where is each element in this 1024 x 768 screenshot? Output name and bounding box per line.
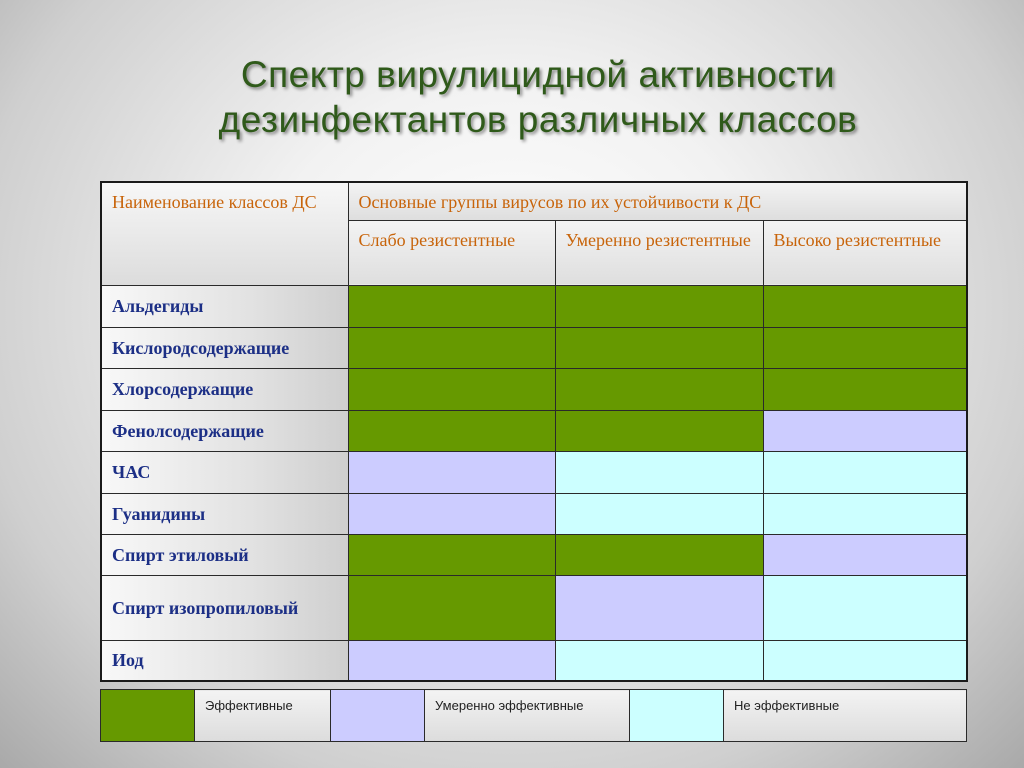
- effect-cell-not: [763, 451, 967, 493]
- effect-cell-effective: [348, 327, 555, 368]
- row-class-name: Фенолсодержащие: [101, 410, 348, 451]
- effect-cell-effective: [348, 575, 555, 640]
- row-class-name: Альдегиды: [101, 285, 348, 327]
- legend-label-effective: Эффективные: [195, 690, 331, 742]
- header-col-moderate: Умеренно резистентные: [555, 220, 763, 285]
- header-col-low: Слабо резистентные: [348, 220, 555, 285]
- effect-cell-effective: [555, 368, 763, 410]
- legend-label-not: Не эффективные: [724, 690, 967, 742]
- effect-cell-not: [555, 640, 763, 681]
- table-row: [101, 285, 967, 327]
- header-col-high: Высоко резистентные: [763, 220, 967, 285]
- legend-swatch-not: [630, 690, 724, 742]
- table-row: [101, 451, 967, 493]
- effect-cell-effective: [763, 368, 967, 410]
- table-row: [101, 327, 967, 368]
- slide-title: [0, 52, 1024, 142]
- table-row: [101, 640, 967, 681]
- row-class-name: Гуанидины: [101, 493, 348, 534]
- effect-cell-moderate: [763, 534, 967, 575]
- effect-cell-effective: [348, 534, 555, 575]
- effect-cell-effective: [555, 410, 763, 451]
- effect-cell-effective: [348, 410, 555, 451]
- row-class-name: Спирт изопропиловый: [101, 575, 348, 640]
- effect-cell-effective: [555, 534, 763, 575]
- effect-cell-moderate: [763, 410, 967, 451]
- table-row: [101, 410, 967, 451]
- table-row: [101, 368, 967, 410]
- effect-cell-effective: [555, 285, 763, 327]
- row-class-name: Иод: [101, 640, 348, 681]
- effect-cell-effective: [763, 327, 967, 368]
- effect-cell-moderate: [348, 493, 555, 534]
- legend: [100, 689, 967, 742]
- title-line-2: дезинфектантов различных классов: [218, 99, 858, 140]
- effect-cell-not: [555, 451, 763, 493]
- row-class-name: Хлорсодержащие: [101, 368, 348, 410]
- effect-cell-effective: [763, 285, 967, 327]
- table-body: [101, 285, 967, 681]
- header-virus-groups: Основные группы вирусов по их устойчивости к ДС: [348, 182, 967, 220]
- row-class-name: Спирт этиловый: [101, 534, 348, 575]
- table-row: [101, 493, 967, 534]
- activity-table: [100, 181, 968, 682]
- legend-swatch-moderate: [331, 690, 425, 742]
- table-row: [101, 575, 967, 640]
- effect-cell-not: [763, 640, 967, 681]
- table-row: [101, 534, 967, 575]
- row-class-name: ЧАС: [101, 451, 348, 493]
- effect-cell-effective: [348, 368, 555, 410]
- effect-cell-moderate: [348, 451, 555, 493]
- header-class-name: Наименование классов ДС: [101, 182, 348, 285]
- effect-cell-not: [763, 493, 967, 534]
- row-class-name: Кислородсодержащие: [101, 327, 348, 368]
- effect-cell-moderate: [555, 575, 763, 640]
- effect-cell-effective: [555, 327, 763, 368]
- legend-swatch-effective: [101, 690, 195, 742]
- effect-cell-moderate: [348, 640, 555, 681]
- title-line-1: Спектр вирулицидной активности: [240, 54, 836, 95]
- effect-cell-not: [763, 575, 967, 640]
- effect-cell-not: [555, 493, 763, 534]
- effect-cell-effective: [348, 285, 555, 327]
- legend-label-moderate: Умеренно эффективные: [425, 690, 630, 742]
